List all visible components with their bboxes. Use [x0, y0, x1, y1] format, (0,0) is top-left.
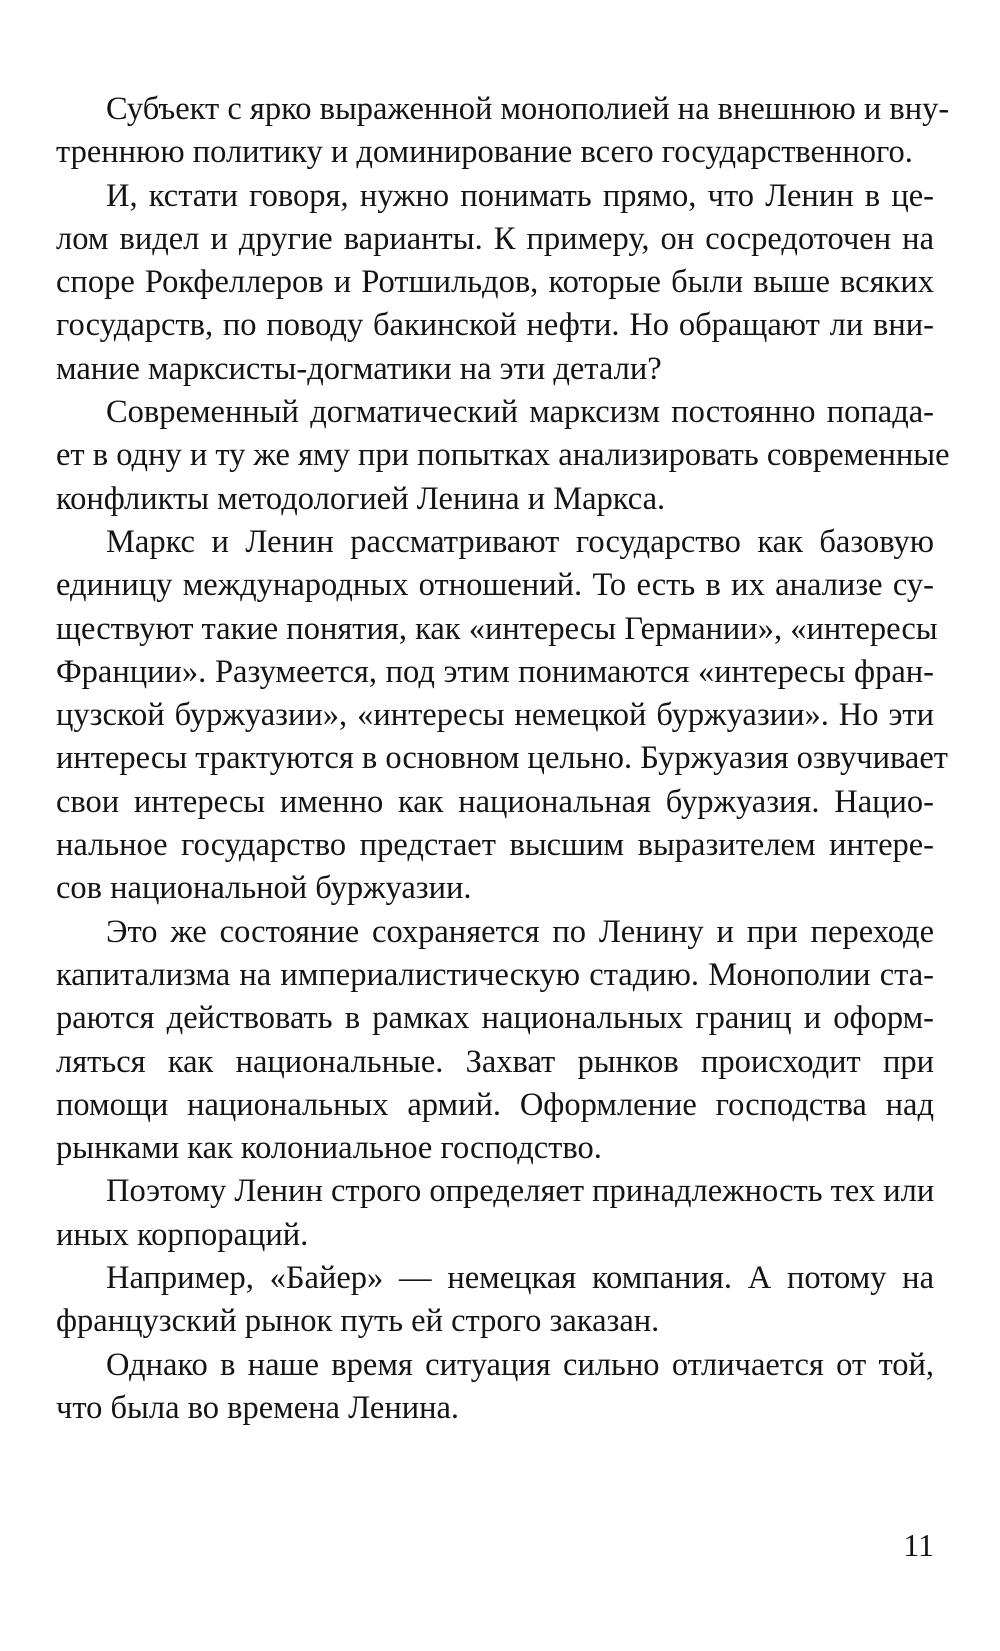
paragraph-3: [56, 391, 950, 521]
text-line: Маркс и Ленин рассматривают государство как базовую: [106, 523, 934, 560]
text-line: Например, «Байер» — немецкая компания. А потому на: [106, 1260, 934, 1297]
text-line: раются действовать в рамках национальных границ и оформ-: [56, 1000, 934, 1037]
text-line: Субъект с ярко выраженной монополией на внешнюю и вну-: [106, 91, 950, 127]
text-line: ет в одну и ту же яму при попытках анализировать современные: [56, 437, 950, 474]
text-line: иных корпораций.: [56, 1216, 309, 1253]
text-line: единицу международных отношений. То есть в их анализе су-: [56, 567, 934, 604]
text-line: треннюю политику и доминирование всего государственного.: [56, 134, 913, 171]
text-line: Поэтому Ленин строго определяет принадлежность тех или: [106, 1173, 935, 1210]
text-line: интересы трактуются в основном цельно. Буржуазия озвучивает: [56, 740, 948, 777]
paragraph-4: [56, 521, 948, 911]
text-line: конфликты методологией Ленина и Маркса.: [56, 480, 666, 517]
text-line: цузской буржуазии», «интересы немецкой буржуазии». Но эти: [56, 697, 934, 734]
page-number: 11: [903, 1527, 934, 1563]
text-line: капитализма на империалистическую стадию. Монополии ста-: [56, 956, 934, 993]
text-line: ществуют такие понятия, как «интересы Германии», «интересы: [56, 610, 938, 647]
text-line: мание марксисты-догматики на эти детали?: [56, 350, 662, 387]
paragraph-5: [56, 911, 934, 1171]
text-line: ляться как национальные. Захват рынков происходит при: [56, 1043, 934, 1080]
text-line: споре Рокфеллеров и Ротшильдов, которые были выше всяких: [56, 264, 934, 301]
text-line: что была во времена Ленина.: [56, 1389, 460, 1426]
body-text: [56, 88, 950, 1430]
text-line: Современный догматический марксизм постоянно попада-: [106, 394, 934, 431]
text-line: свои интересы именно как национальная буржуазия. Нацио-: [56, 783, 934, 820]
text-line: И, кстати говоря, нужно понимать прямо, что Ленин в це-: [106, 177, 934, 214]
text-line: государств, по поводу бакинской нефти. Но обращают ли вни-: [56, 307, 934, 344]
paragraph-8: [56, 1344, 934, 1431]
paragraph-7: [56, 1257, 934, 1344]
text-line: Это же состояние сохраняется по Ленину и при переходе: [106, 913, 934, 950]
paragraph-6: [56, 1170, 934, 1257]
text-line: лом видел и другие варианты. К примеру, он сосредоточен на: [56, 220, 934, 257]
text-line: сов национальной буржуазии.: [56, 870, 472, 907]
paragraph-1: [56, 88, 950, 175]
text-line: Франции». Разумеется, под этим понимаются «интересы фран-: [56, 653, 934, 690]
text-line: нальное государство предстает высшим выразителем интере-: [56, 827, 934, 864]
text-line: помощи национальных армий. Оформление господства над: [56, 1086, 934, 1123]
text-line: Однако в наше время ситуация сильно отличается от той,: [106, 1346, 934, 1383]
text-line: рынками как колониальное господство.: [56, 1130, 602, 1167]
text-line: французский рынок путь ей строго заказан.: [56, 1303, 660, 1340]
paragraph-2: [56, 175, 934, 391]
